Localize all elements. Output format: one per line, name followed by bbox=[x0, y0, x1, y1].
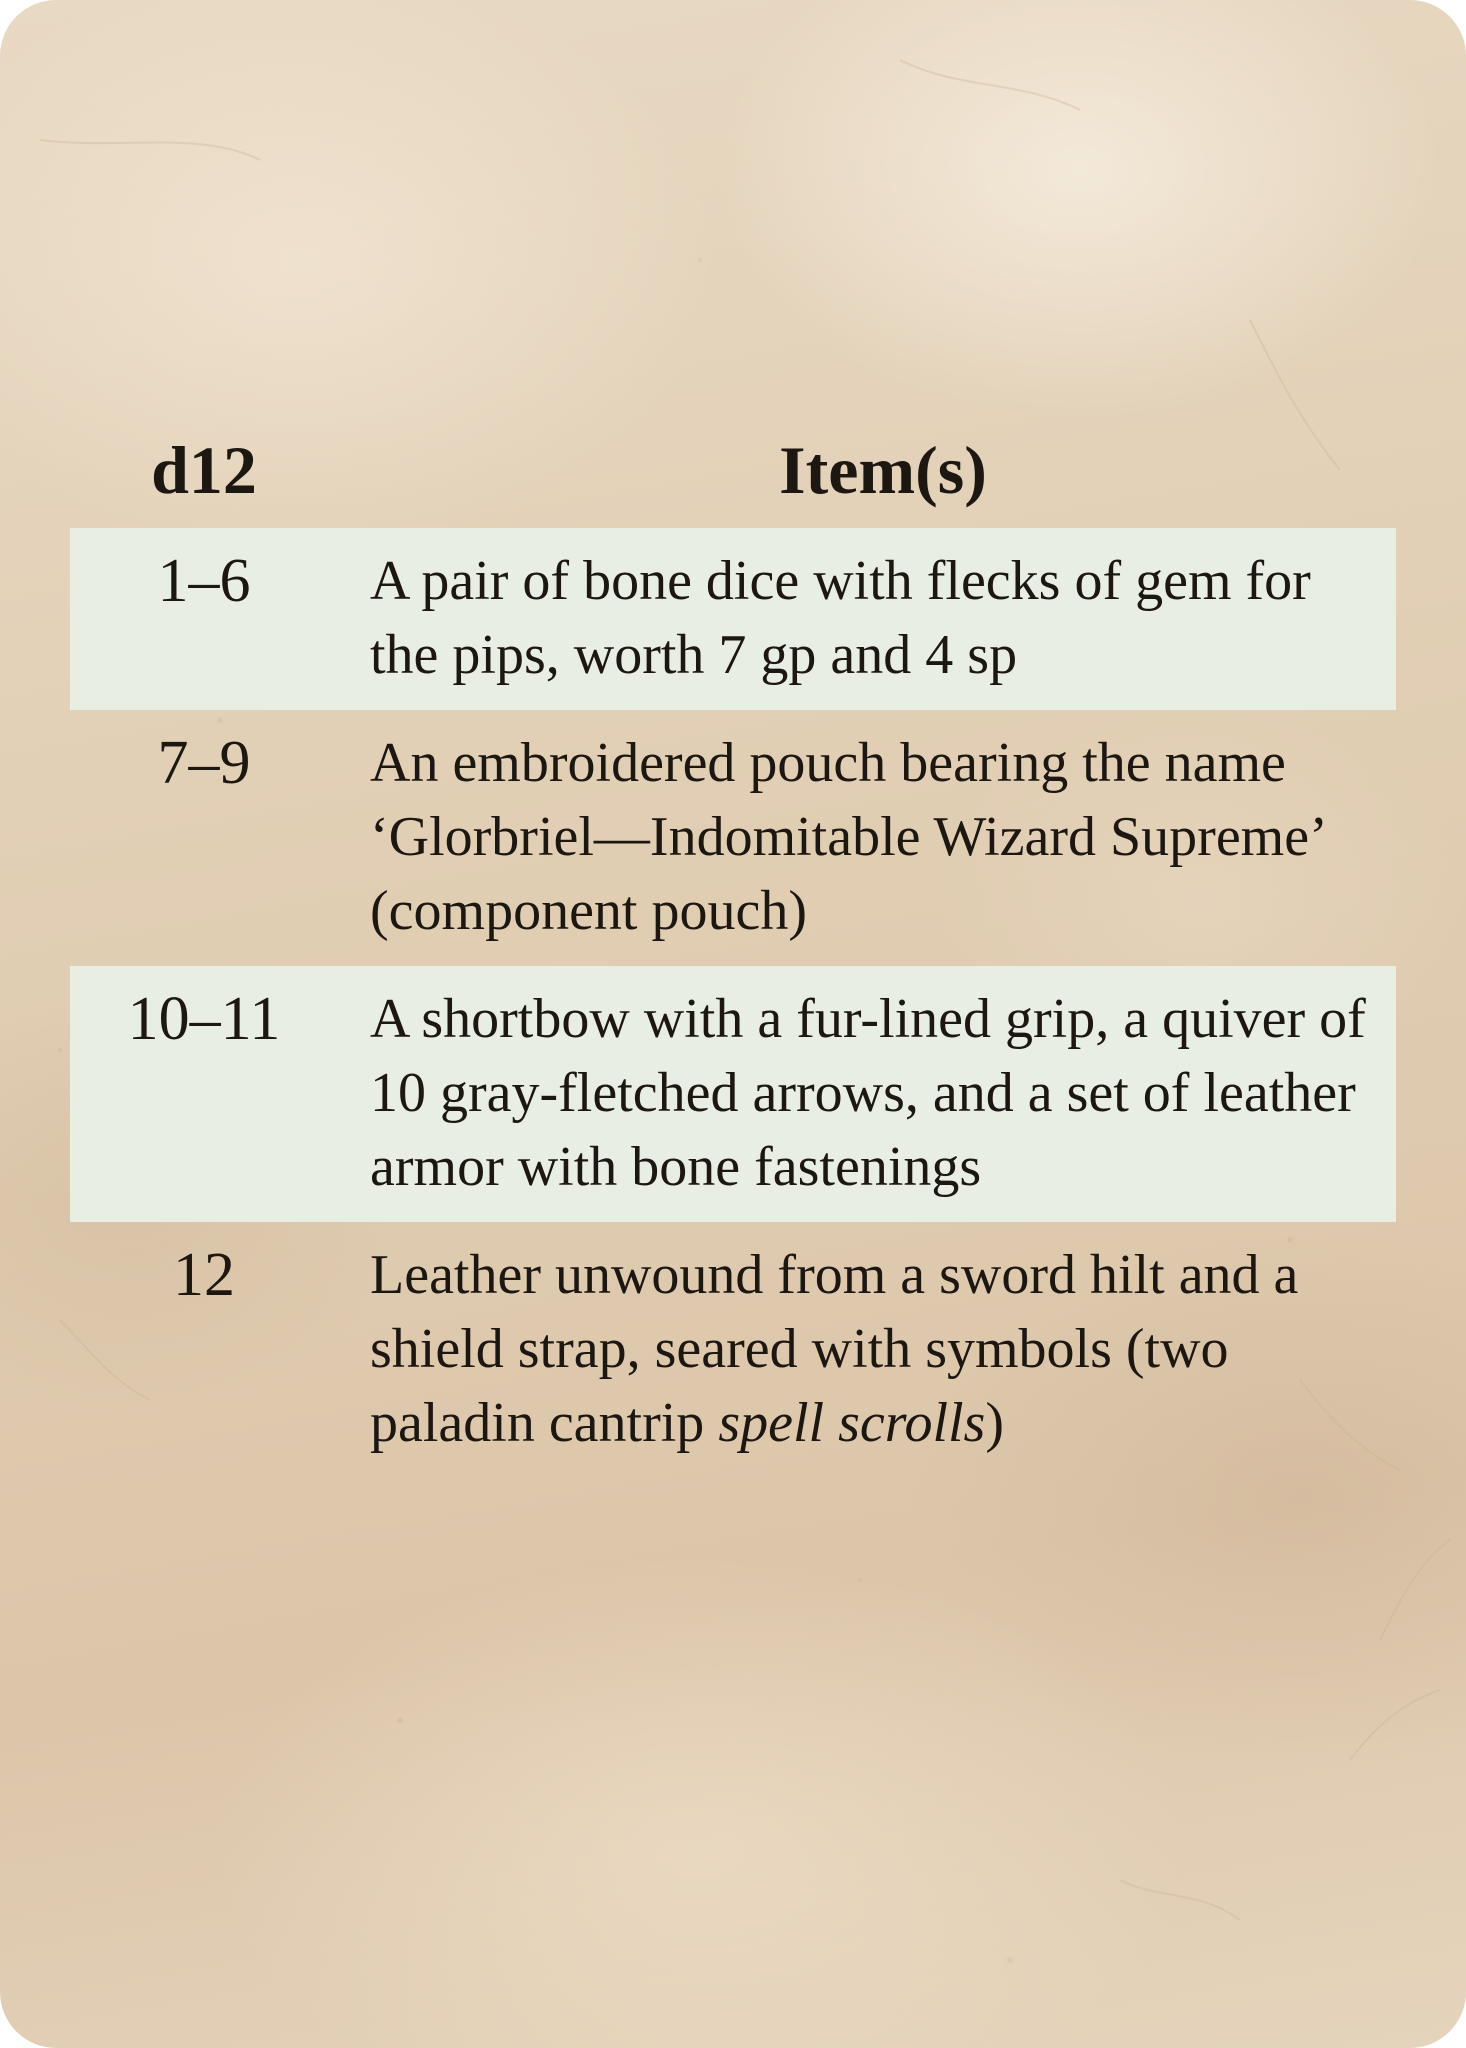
item-description: A shortbow with a fur-lined grip, a quiver of 10 gray-fletched arrows, and a set of leather armor with bone fastenings bbox=[370, 988, 1366, 1198]
roll-range: 7–9 bbox=[157, 729, 251, 797]
header-items: Item(s) bbox=[779, 432, 987, 508]
item-description: A pair of bone dice with flecks of gem for the pips, worth 7 gp and 4 sp bbox=[370, 550, 1311, 686]
table-row bbox=[70, 710, 1396, 966]
item-table bbox=[70, 420, 1396, 1478]
item-description: An embroidered pouch bearing the name ‘Glorbriel—Indomitable Wizard Supreme’ (component pouch) bbox=[370, 732, 1324, 942]
table-row bbox=[70, 1222, 1396, 1478]
item-text: Leather unwound from a sword hilt and a shield strap, seared with symbols (two paladin cantrip bbox=[370, 1244, 1299, 1454]
roll-range: 10–11 bbox=[127, 985, 281, 1053]
roll-range: 1–6 bbox=[157, 547, 251, 615]
item-description bbox=[338, 1222, 1396, 1478]
table-header-row bbox=[70, 420, 1396, 528]
item-text-end: ) bbox=[985, 1392, 1005, 1454]
roll-range: 12 bbox=[173, 1241, 235, 1309]
header-roll: d12 bbox=[151, 432, 257, 508]
table-row bbox=[70, 528, 1396, 710]
table-row bbox=[70, 966, 1396, 1222]
item-italic-text: spell scrolls bbox=[718, 1392, 986, 1454]
